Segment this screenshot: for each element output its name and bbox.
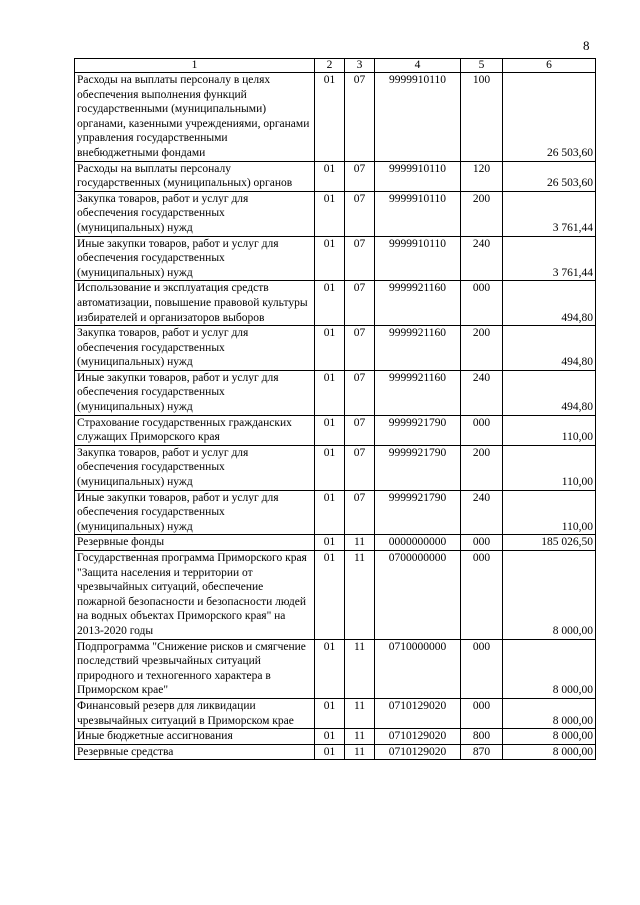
table-row bbox=[75, 415, 596, 445]
row-section-cell: 01 bbox=[315, 236, 345, 281]
table-row bbox=[75, 744, 596, 760]
table-row bbox=[75, 535, 596, 551]
row-amount-cell: 185 026,50 bbox=[503, 535, 596, 551]
row-target-article-cell: 0000000000 bbox=[375, 535, 461, 551]
table-row bbox=[75, 370, 596, 415]
row-target-article-cell: 9999910110 bbox=[375, 191, 461, 236]
row-section-cell: 01 bbox=[315, 535, 345, 551]
header-col-4: 4 bbox=[375, 59, 461, 73]
table-row bbox=[75, 236, 596, 281]
table-row bbox=[75, 729, 596, 745]
row-section-cell: 01 bbox=[315, 445, 345, 490]
row-subsection-cell: 07 bbox=[345, 370, 375, 415]
row-target-article-cell: 9999910110 bbox=[375, 236, 461, 281]
row-target-article-cell: 9999921160 bbox=[375, 281, 461, 326]
row-name-cell: Расходы на выплаты персоналу в целях обеспечения выполнения функций государственными (муниципальными) органами, казенными учреждениями, органами управления государственными внебюджетными фондами bbox=[75, 73, 315, 162]
row-expense-type-cell: 240 bbox=[461, 236, 503, 281]
row-target-article-cell: 9999921790 bbox=[375, 490, 461, 535]
row-section-cell: 01 bbox=[315, 698, 345, 728]
row-amount-cell: 8 000,00 bbox=[503, 744, 596, 760]
row-expense-type-cell: 000 bbox=[461, 415, 503, 445]
row-section-cell: 01 bbox=[315, 161, 345, 191]
table-row bbox=[75, 161, 596, 191]
row-amount-cell: 8 000,00 bbox=[503, 729, 596, 745]
row-amount-cell: 26 503,60 bbox=[503, 73, 596, 162]
row-section-cell: 01 bbox=[315, 191, 345, 236]
row-name-cell: Страхование государственных гражданских служащих Приморского края bbox=[75, 415, 315, 445]
row-name-cell: Использование и эксплуатация средств автоматизации, повышение правовой культуры избирателей и организаторов выборов bbox=[75, 281, 315, 326]
row-section-cell: 01 bbox=[315, 73, 345, 162]
row-name-cell: Закупка товаров, работ и услуг для обеспечения государственных (муниципальных) нужд bbox=[75, 445, 315, 490]
table-row bbox=[75, 490, 596, 535]
row-section-cell: 01 bbox=[315, 729, 345, 745]
row-amount-cell: 494,80 bbox=[503, 281, 596, 326]
row-subsection-cell: 07 bbox=[345, 73, 375, 162]
row-name-cell: Закупка товаров, работ и услуг для обеспечения государственных (муниципальных) нужд bbox=[75, 191, 315, 236]
table-row bbox=[75, 698, 596, 728]
row-target-article-cell: 0710129020 bbox=[375, 744, 461, 760]
row-target-article-cell: 9999921790 bbox=[375, 415, 461, 445]
header-col-1: 1 bbox=[75, 59, 315, 73]
row-expense-type-cell: 000 bbox=[461, 639, 503, 698]
row-name-cell: Резервные средства bbox=[75, 744, 315, 760]
header-col-5: 5 bbox=[461, 59, 503, 73]
row-target-article-cell: 0700000000 bbox=[375, 551, 461, 640]
row-subsection-cell: 07 bbox=[345, 161, 375, 191]
row-subsection-cell: 11 bbox=[345, 698, 375, 728]
row-subsection-cell: 07 bbox=[345, 236, 375, 281]
table-row bbox=[75, 326, 596, 371]
row-section-cell: 01 bbox=[315, 281, 345, 326]
row-expense-type-cell: 120 bbox=[461, 161, 503, 191]
row-subsection-cell: 11 bbox=[345, 535, 375, 551]
row-subsection-cell: 07 bbox=[345, 281, 375, 326]
table-row bbox=[75, 445, 596, 490]
row-target-article-cell: 9999921160 bbox=[375, 370, 461, 415]
row-subsection-cell: 07 bbox=[345, 191, 375, 236]
row-section-cell: 01 bbox=[315, 639, 345, 698]
header-col-2: 2 bbox=[315, 59, 345, 73]
row-expense-type-cell: 200 bbox=[461, 445, 503, 490]
header-col-3: 3 bbox=[345, 59, 375, 73]
row-amount-cell: 8 000,00 bbox=[503, 639, 596, 698]
table-header-row bbox=[75, 59, 596, 73]
row-section-cell: 01 bbox=[315, 551, 345, 640]
row-target-article-cell: 0710000000 bbox=[375, 639, 461, 698]
table-row bbox=[75, 281, 596, 326]
row-section-cell: 01 bbox=[315, 326, 345, 371]
row-target-article-cell: 9999910110 bbox=[375, 73, 461, 162]
row-expense-type-cell: 000 bbox=[461, 535, 503, 551]
row-expense-type-cell: 000 bbox=[461, 551, 503, 640]
row-target-article-cell: 9999910110 bbox=[375, 161, 461, 191]
row-expense-type-cell: 200 bbox=[461, 191, 503, 236]
row-amount-cell: 26 503,60 bbox=[503, 161, 596, 191]
row-name-cell: Закупка товаров, работ и услуг для обеспечения государственных (муниципальных) нужд bbox=[75, 326, 315, 371]
page-number: 8 bbox=[583, 38, 590, 53]
row-amount-cell: 8 000,00 bbox=[503, 698, 596, 728]
row-amount-cell: 110,00 bbox=[503, 415, 596, 445]
row-expense-type-cell: 240 bbox=[461, 490, 503, 535]
row-name-cell: Подпрограмма "Снижение рисков и смягчение последствий чрезвычайных ситуаций природного и техногенного характера в Приморском крае" bbox=[75, 639, 315, 698]
row-amount-cell: 110,00 bbox=[503, 445, 596, 490]
row-target-article-cell: 0710129020 bbox=[375, 729, 461, 745]
row-target-article-cell: 0710129020 bbox=[375, 698, 461, 728]
table-row bbox=[75, 551, 596, 640]
row-name-cell: Резервные фонды bbox=[75, 535, 315, 551]
row-expense-type-cell: 200 bbox=[461, 326, 503, 371]
row-target-article-cell: 9999921160 bbox=[375, 326, 461, 371]
row-subsection-cell: 11 bbox=[345, 551, 375, 640]
row-amount-cell: 494,80 bbox=[503, 326, 596, 371]
row-expense-type-cell: 870 bbox=[461, 744, 503, 760]
table-row bbox=[75, 639, 596, 698]
row-section-cell: 01 bbox=[315, 490, 345, 535]
budget-table bbox=[74, 58, 596, 760]
row-amount-cell: 494,80 bbox=[503, 370, 596, 415]
row-section-cell: 01 bbox=[315, 744, 345, 760]
row-name-cell: Иные закупки товаров, работ и услуг для обеспечения государственных (муниципальных) нужд bbox=[75, 236, 315, 281]
row-expense-type-cell: 000 bbox=[461, 698, 503, 728]
row-subsection-cell: 07 bbox=[345, 445, 375, 490]
row-expense-type-cell: 800 bbox=[461, 729, 503, 745]
row-subsection-cell: 07 bbox=[345, 415, 375, 445]
row-amount-cell: 3 761,44 bbox=[503, 191, 596, 236]
row-expense-type-cell: 240 bbox=[461, 370, 503, 415]
table-row bbox=[75, 73, 596, 162]
row-expense-type-cell: 000 bbox=[461, 281, 503, 326]
row-name-cell: Иные бюджетные ассигнования bbox=[75, 729, 315, 745]
row-subsection-cell: 11 bbox=[345, 744, 375, 760]
table-row bbox=[75, 191, 596, 236]
row-name-cell: Иные закупки товаров, работ и услуг для обеспечения государственных (муниципальных) нужд bbox=[75, 490, 315, 535]
row-subsection-cell: 07 bbox=[345, 326, 375, 371]
row-section-cell: 01 bbox=[315, 415, 345, 445]
row-amount-cell: 110,00 bbox=[503, 490, 596, 535]
row-subsection-cell: 07 bbox=[345, 490, 375, 535]
row-name-cell: Государственная программа Приморского края "Защита населения и территории от чрезвычайных ситуаций, обеспечение пожарной безопасности и безопасности людей на водных объектах Приморского края" на 2013-2020 годы bbox=[75, 551, 315, 640]
row-target-article-cell: 9999921790 bbox=[375, 445, 461, 490]
row-name-cell: Иные закупки товаров, работ и услуг для обеспечения государственных (муниципальных) нужд bbox=[75, 370, 315, 415]
row-name-cell: Расходы на выплаты персоналу государственных (муниципальных) органов bbox=[75, 161, 315, 191]
header-col-6: 6 bbox=[503, 59, 596, 73]
row-subsection-cell: 11 bbox=[345, 639, 375, 698]
row-subsection-cell: 11 bbox=[345, 729, 375, 745]
row-expense-type-cell: 100 bbox=[461, 73, 503, 162]
row-name-cell: Финансовый резерв для ликвидации чрезвычайных ситуаций в Приморском крае bbox=[75, 698, 315, 728]
row-amount-cell: 8 000,00 bbox=[503, 551, 596, 640]
row-amount-cell: 3 761,44 bbox=[503, 236, 596, 281]
row-section-cell: 01 bbox=[315, 370, 345, 415]
